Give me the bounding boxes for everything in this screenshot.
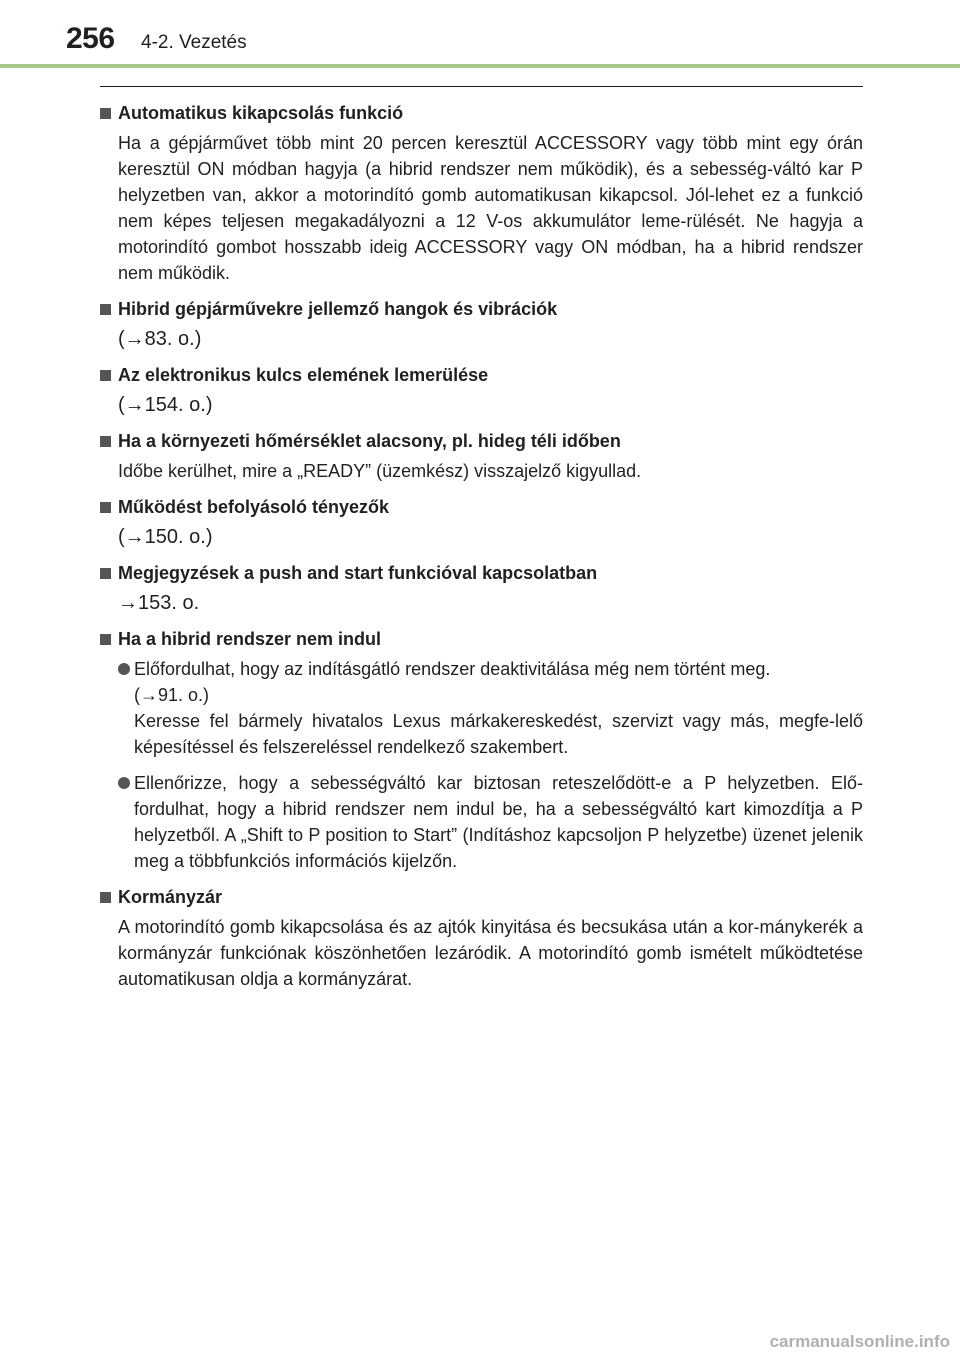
heading-low-temperature [100,428,863,454]
heading-auto-power-off [100,100,863,126]
bullet-item [118,770,863,874]
heading-square-icon [100,436,111,447]
heading-square-icon [100,370,111,381]
heading-text: Automatikus kikapcsolás funkció [118,103,404,123]
bullet-dot-icon [118,663,130,675]
heading-key-battery [100,362,863,388]
heading-steering-lock [100,884,863,910]
heading-square-icon [100,304,111,315]
header-bar [0,64,960,68]
page-reference: (→154. o.) [118,394,213,416]
heading-text: Megjegyzések a push and start funkcióval kapcsolatban [118,563,598,583]
main-content [100,100,863,1002]
heading-text: Ha a környezeti hőmérséklet alacsony, pl. hideg téli időben [118,431,621,451]
heading-text: Kormányzár [118,887,223,907]
page-number: 256 [66,22,115,55]
heading-operation-factors [100,494,863,520]
heading-hybrid-sounds [100,296,863,322]
heading-text: Ha a hibrid rendszer nem indul [118,629,382,649]
watermark: carmanualsonline.info [769,1332,950,1351]
bullet-item [118,656,863,760]
paragraph: Időbe kerülhet, mire a „READY” (üzemkész) visszajelző kigyullad. [118,461,642,481]
bullet-line: Keresse fel bármely hivatalos Lexus márkakereskedést, szervizt vagy más, megfe-lelő képesítéssel és felszereléssel rendelkező szakembert. [134,711,863,757]
heading-square-icon [100,634,111,645]
top-rule [100,86,863,87]
heading-square-icon [100,892,111,903]
page-reference: (→150. o.) [118,526,213,548]
paragraph: Ha a gépjárművet több mint 20 percen keresztül ACCESSORY vagy több mint egy órán keresztül ON módban hagyja (a hibrid rendszer nem működik), és a sebesség-váltó kar P helyzetben van, akkor a motorindító gomb automatikusan kikapcsol. Jól-lehet ez a funkció nem képes teljesen megakadályozni a 12 V-os akkumulátor leme-rülését. Ne hagyja a motorindító gombot hosszabb ideig ACCESSORY vagy ON módban, ha a hibrid rendszer nem működik. [118,133,863,283]
bullet-dot-icon [118,777,130,789]
heading-text: Hibrid gépjárművekre jellemző hangok és vibrációk [118,299,558,319]
heading-text: Az elektronikus kulcs elemének lemerülése [118,365,489,385]
page-reference: →153. o. [118,592,200,614]
heading-text: Működést befolyásoló tényezők [118,497,390,517]
heading-square-icon [100,568,111,579]
heading-square-icon [100,108,111,119]
bullet-line: Ellenőrizze, hogy a sebességváltó kar biztosan reteszelődött-e a P helyzetben. Elő-fordulhat, hogy a hibrid rendszer nem indul be, ha a sebességváltó kart kimozdítja a P helyzetből. A „Shift to P position to Start” (Indításhoz kapcsoljon P helyzetbe) üzenet jelenik meg a többfunkciós információs kijelzőn. [134,773,863,871]
bullet-line: (→91. o.) [134,685,210,705]
page-reference: (→83. o.) [118,328,202,350]
heading-square-icon [100,502,111,513]
bullet-line: Előfordulhat, hogy az indításgátló rendszer deaktivitálása még nem történt meg. [134,659,771,679]
heading-push-start-notes [100,560,863,586]
paragraph: A motorindító gomb kikapcsolása és az ajtók kinyitása és becsukása után a kor-mánykerék a kormányzár funkciónak köszönhetően lezáródik. A motorindító gomb ismételt működtetése automatikusan oldja a kormányzárat. [118,917,863,989]
heading-hybrid-not-starting [100,626,863,652]
section-title: 4-2. Vezetés [141,32,247,53]
